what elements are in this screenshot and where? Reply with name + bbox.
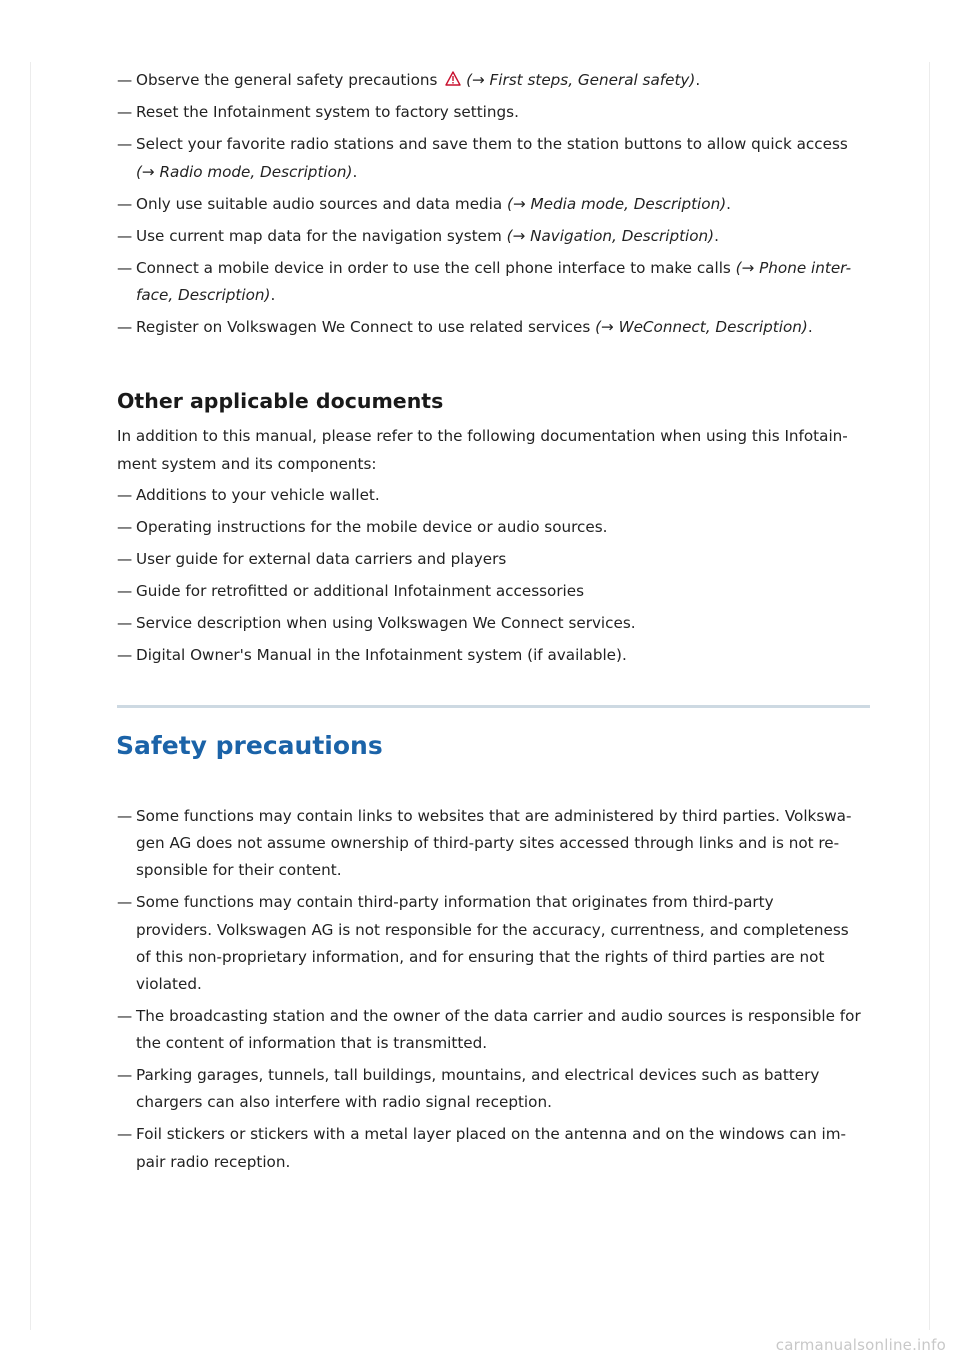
page-margin-line-right bbox=[929, 62, 930, 1330]
cross-reference-link[interactable]: (→ First steps, General safety) bbox=[466, 71, 696, 89]
list-item: — Some functions may contain third-party information that originates from third-party providers. Volkswagen AG is not responsible for the accuracy, currentness, and completeness of this non-proprietary information, and for ensuring that the rights of third parties are not violated. bbox=[117, 889, 877, 998]
dash-bullet: — bbox=[117, 226, 133, 245]
dash-bullet: — bbox=[117, 194, 133, 213]
list-item: — Some functions may contain links to websites that are administered by third parties. Volkswa- gen AG does not assume ownership of third-party sites accessed through links and is not re- sponsible for their content. bbox=[117, 803, 877, 885]
dash-bullet: — bbox=[117, 1066, 133, 1085]
cross-reference-link[interactable]: (→ Phone inter- bbox=[735, 258, 852, 277]
list-item: — Reset the Infotainment system to factory settings. bbox=[117, 99, 877, 127]
dash-bullet: — bbox=[117, 1125, 133, 1144]
warning-triangle-icon bbox=[445, 71, 461, 86]
dash-bullet: — bbox=[117, 103, 133, 121]
cross-reference-link[interactable]: (→ Navigation, Description) bbox=[506, 226, 715, 245]
setup-steps-list bbox=[117, 67, 877, 346]
cross-reference-link-continued[interactable]: face, Description) bbox=[136, 286, 271, 304]
list-item: — Only use suitable audio sources and data media (→ Media mode, Description). bbox=[117, 191, 877, 219]
dash-bullet: — bbox=[117, 582, 133, 600]
page-margin-line-left bbox=[30, 62, 31, 1330]
list-item: — Digital Owner's Manual in the Infotainment system (if available). bbox=[117, 642, 877, 670]
safety-precautions-list bbox=[117, 803, 877, 1181]
list-item: — Register on Volkswagen We Connect to use related services (→ WeConnect, Description). bbox=[117, 314, 877, 342]
dash-bullet: — bbox=[117, 614, 133, 632]
dash-bullet: — bbox=[117, 518, 133, 536]
dash-bullet: — bbox=[117, 550, 133, 568]
dash-bullet: — bbox=[117, 135, 133, 153]
list-item: — Operating instructions for the mobile device or audio sources. bbox=[117, 514, 877, 542]
dash-bullet: — bbox=[117, 807, 133, 825]
dash-bullet: — bbox=[117, 318, 133, 336]
cross-reference-link[interactable]: (→ WeConnect, Description) bbox=[595, 318, 808, 336]
list-item: — Use current map data for the navigation system (→ Navigation, Description). bbox=[117, 223, 877, 251]
section-heading-safety-precautions: Safety precautions bbox=[116, 731, 383, 760]
list-item: — User guide for external data carriers and players bbox=[117, 546, 877, 574]
list-item: — The broadcasting station and the owner of the data carrier and audio sources is responsible for the content of information that is transmitted. bbox=[117, 1003, 877, 1057]
section-divider bbox=[117, 705, 870, 708]
other-documents-list bbox=[117, 482, 877, 674]
list-item: — Foil stickers or stickers with a metal layer placed on the antenna and on the windows can im- pair radio reception. bbox=[117, 1121, 877, 1175]
dash-bullet: — bbox=[117, 486, 133, 504]
dash-bullet: — bbox=[117, 1007, 133, 1026]
list-item: — Service description when using Volkswagen We Connect services. bbox=[117, 610, 877, 638]
cross-reference-link[interactable]: (→ Media mode, Description) bbox=[507, 194, 727, 213]
dash-bullet: — bbox=[117, 258, 133, 277]
cross-reference-link[interactable]: (→ Radio mode, Description) bbox=[136, 162, 353, 181]
intro-paragraph: In addition to this manual, please refer to the following documentation when using this Infotain- ment system and its components: bbox=[117, 427, 848, 473]
watermark-text: carmanualsonline.info bbox=[775, 1336, 946, 1354]
list-item: — Connect a mobile device in order to use the cell phone interface to make calls (→ Phone inter- face, Description). bbox=[117, 255, 877, 310]
dash-bullet: — bbox=[117, 71, 133, 89]
section-heading-other-documents: Other applicable documents bbox=[117, 389, 444, 413]
list-item: — Observe the general safety precautions (→ First steps, General safety). bbox=[117, 67, 877, 95]
dash-bullet: — bbox=[117, 646, 133, 664]
list-item: — Parking garages, tunnels, tall buildings, mountains, and electrical devices such as battery chargers can also interfere with radio signal reception. bbox=[117, 1062, 877, 1116]
list-item: — Select your favorite radio stations and save them to the station buttons to allow quick access (→ Radio mode, Description). bbox=[117, 131, 877, 186]
dash-bullet: — bbox=[117, 893, 133, 912]
list-item: — Additions to your vehicle wallet. bbox=[117, 482, 877, 510]
list-item: — Guide for retrofitted or additional Infotainment accessories bbox=[117, 578, 877, 606]
